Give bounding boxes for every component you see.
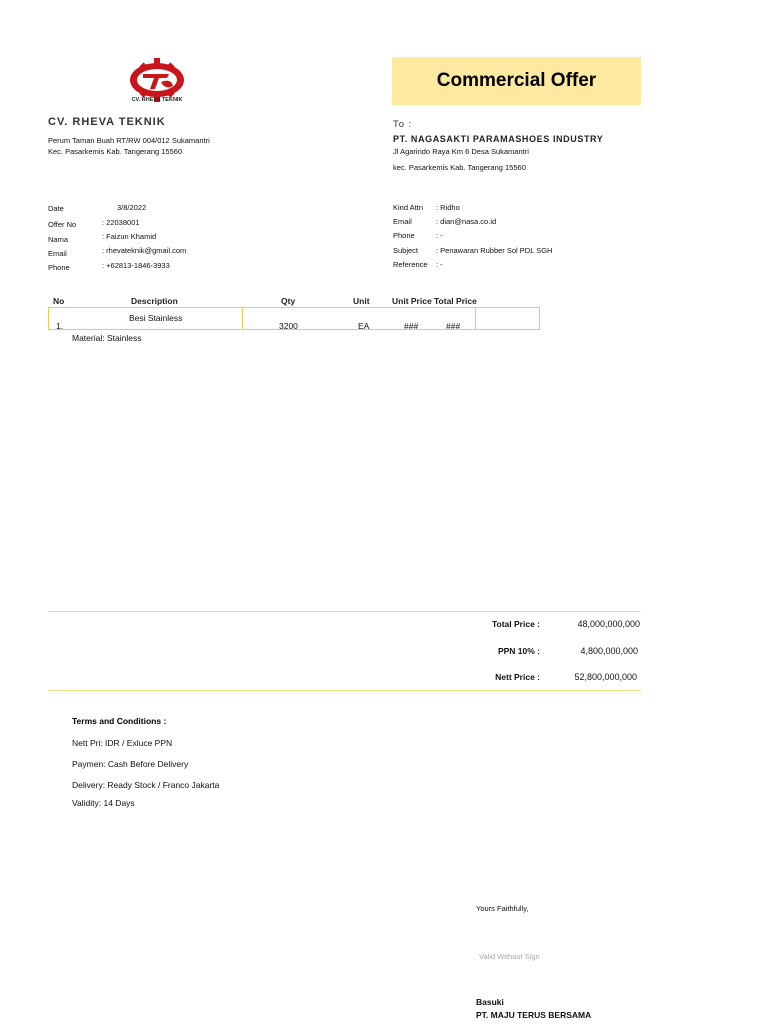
info-label: Nama [48,235,69,244]
info-label: Phone [48,263,70,272]
ppn-label: PPN 10% : [497,646,540,656]
info-label: Email [393,217,412,226]
info-label: Email [48,249,67,258]
info-label: Kind Attn [393,203,424,212]
info-value: : 22038001 [102,218,140,227]
info-value: : - [436,260,443,269]
row-unit-price: ### [404,321,419,331]
company-logo [72,56,242,106]
divider-line [48,611,641,612]
row-note: Material: Stainless [72,333,142,343]
recipient-address-1: Jl Agarindo Raya Km 6 Desa Sukamantri [393,147,529,156]
info-value: : dian@nasa.co.id [436,217,497,226]
info-value: 3/8/2022 [117,203,147,212]
logo-text: CV. RHEVA TEKNIK [131,97,183,103]
info-value: : rhevateknik@gmail.com [102,246,187,255]
recipient-name: PT. NAGASAKTI PARAMASHOES INDUSTRY [393,134,604,144]
col-header-description: Description [131,296,178,306]
term-item: Delivery: Ready Stock / Franco Jakarta [72,780,220,790]
col-header-no: No [53,296,65,306]
col-header-total-price: Total Price [434,296,477,306]
closing-text: Yours Faithfully, [476,904,529,913]
info-label: Phone [393,231,415,240]
info-value: : Faizun Khamid [102,232,157,241]
recipient-address-2: kec. Pasarkemis Kab. Tangerang 15560 [393,163,526,172]
nett-price-label: Nett Price : [495,672,540,682]
signer-name: Basuki [476,997,504,1007]
gear-logo-icon [72,56,242,106]
info-value: : Ridho [436,203,460,212]
row-qty: 3200 [279,321,298,331]
seller-address-1: Perum Taman Buah RT/RW 004/012 Sukamantri [48,136,210,145]
col-header-unit-price: Unit Price [392,296,432,306]
signature-note: Valid Without Sign [479,952,540,961]
to-label: To : [393,119,413,130]
page-title: Commercial Offer [436,70,597,91]
seller-address-2: Kec. Pasarkemis Kab. Tangerang 15560 [48,147,183,156]
title-banner [392,57,641,105]
nett-price-value: 52,800,000,000 [574,672,637,682]
info-label: Offer No [48,220,77,229]
info-label: Reference [393,260,428,269]
seller-name: CV. RHEVA TEKNIK [48,116,166,128]
info-label: Date [48,204,64,213]
total-price-label: Total Price : [491,619,540,629]
signer-company: PT. MAJU TERUS BERSAMA [476,1010,592,1020]
row-total-price: ### [446,321,461,331]
ppn-value: 4,800,000,000 [580,646,638,656]
row-no: 1. [56,321,64,331]
col-header-unit: Unit [353,296,370,306]
info-value: : Penawaran Rubber Sol PDL SGH [436,246,553,255]
info-value: : - [436,231,443,240]
total-price-value: 48,000,000,000 [577,619,640,629]
term-item: Paymen: Cash Before Delivery [72,759,189,769]
row-unit: EA [358,321,370,331]
row-description: Besi Stainless [129,313,183,323]
divider-line [48,690,641,691]
terms-title: Terms and Conditions : [72,716,167,726]
info-label: Subject [393,246,419,255]
table-divider [242,307,243,330]
term-item: Nett Pri: IDR / Exluce PPN [72,738,173,748]
table-divider [475,307,476,330]
col-header-qty: Qty [281,296,296,306]
info-value: : +62813-1846-3933 [102,261,170,270]
term-item: Validity: 14 Days [72,798,135,808]
